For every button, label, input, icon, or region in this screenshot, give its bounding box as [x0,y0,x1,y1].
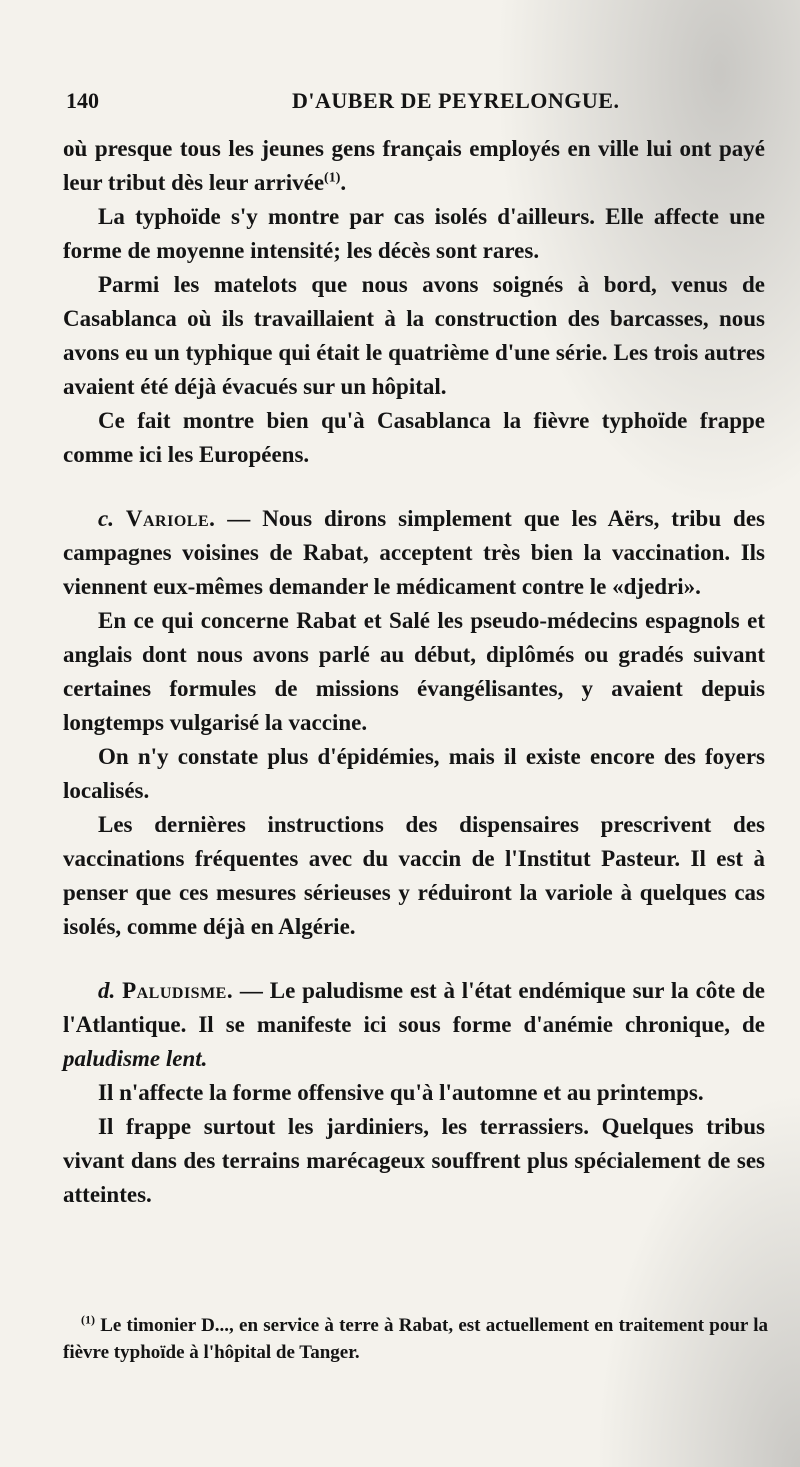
paragraph-6: En ce qui concerne Rabat et Salé les pseudo-médecins espagnols et anglais dont nous avons parlé au début, diplômés ou gradés suivant certaines formules de missions évangélisantes, y avaient depuis longtemps vulgarisé la vaccine. [63,608,765,735]
footnote [63,1312,768,1366]
paragraph-1 [63,132,765,200]
paragraph-2: La typhoïde s'y montre par cas isolés d'ailleurs. Elle affecte une forme de moyenne intensité; les décès sont rares. [63,204,765,263]
paragraph-11: Il frappe surtout les jardiniers, les terrassiers. Quelques tribus vivant dans des terrains marécageux souffrent plus spécialement de ses atteintes. [63,1114,765,1207]
section-text: — Le paludisme est à l'état endémique sur la côte de l'Atlantique. Il se manifeste ici sous forme d'anémie chronique, de [63,978,765,1037]
paragraph-7: On n'y constate plus d'épidémies, mais il existe encore des foyers localisés. [63,744,765,803]
page-header [66,88,766,124]
paragraph-1-end: . [340,170,347,195]
section-title: Paludisme. [122,978,234,1003]
footnote-text: Le timonier D..., en service à terre à Rabat, est actuellement en traitement pour la fièvre typhoïde à l'hôpital de Tanger. [63,1315,768,1363]
page-number: 140 [66,88,99,113]
section-title: Variole. [125,506,216,531]
paragraph-1-text: où presque tous les jeunes gens français employés en ville lui ont payé leur tribut dès leur arrivée [63,136,765,195]
paragraph-8: Les dernières instructions des dispensaires prescrivent des vaccinations fréquentes avec du vaccin de l'Institut Pasteur. Il est à penser que ces mesures sérieuses y réduiront la variole à quelques cas isolés, comme déjà en Algérie. [63,812,765,939]
paragraph-3: Parmi les matelots que nous avons soignés à bord, venus de Casablanca où ils travaillaient à la construction des barcasses, nous avons eu un typhique qui était le quatrième d'une série. Les trois autres avaient été déjà évacués sur un hôpital. [63,272,765,399]
body-text [63,132,765,1212]
footnote-reference: (1) [324,170,341,186]
italic-term: paludisme lent. [63,1046,208,1071]
section-paludisme [63,974,765,1076]
paragraph-4: Ce fait montre bien qu'à Casablanca la fièvre typhoïde frappe comme ici les Européens. [63,408,765,467]
section-marker: d. [98,978,116,1003]
running-head: D'AUBER DE PEYRELONGUE. [292,88,620,113]
section-variole [63,502,765,604]
section-marker: c. [98,506,114,531]
paragraph-10: Il n'affecte la forme offensive qu'à l'automne et au printemps. [98,1080,704,1105]
section-text: — Nous dirons simplement que les Aërs, tribu des campagnes voisines de Rabat, acceptent très bien la vaccination. Ils viennent eux-mêmes demander le médicament contre le «djedri». [63,506,765,599]
footnote-marker: (1) [81,1312,95,1327]
